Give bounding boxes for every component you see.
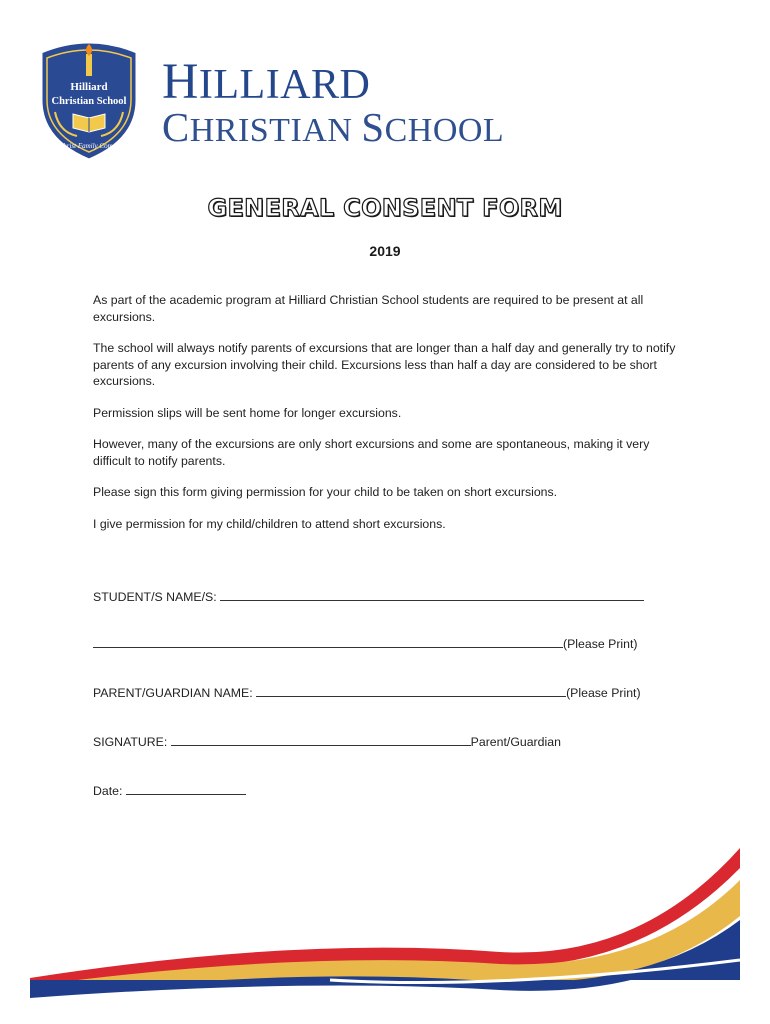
- student-name-input-line[interactable]: [220, 589, 644, 601]
- student-name-label: STUDENT/S NAME/S:: [93, 590, 217, 604]
- form-year: 2019: [369, 243, 401, 259]
- wordmark-rest-illiard: ILLIARD: [198, 62, 371, 108]
- signature-label: SIGNATURE:: [93, 735, 168, 749]
- parent-name-field: [93, 685, 641, 700]
- wordmark-line1: [162, 53, 504, 109]
- crest-motto: For Christ Family Community: [46, 142, 132, 150]
- date-label: Date:: [93, 784, 123, 798]
- parent-name-input-line[interactable]: [256, 685, 566, 697]
- paragraph-notification: The school will always notify parents of excursions that are longer than a half day and generally try to notify parents of any excursion involving their child. Excursions less than half a day are considered to be short excursions.: [93, 341, 676, 388]
- form-title: GENERAL CONSENT FORM: [207, 194, 563, 222]
- signature-role-note: Parent/Guardian: [470, 735, 561, 749]
- school-crest-logo: [33, 38, 145, 162]
- date-field: [93, 783, 246, 798]
- paragraph-permission-slips: Permission slips will be sent home for longer excursions.: [93, 405, 402, 420]
- footer-swoosh-decoration: [0, 840, 770, 1024]
- signature-input-line[interactable]: [171, 734, 471, 746]
- paragraph-sign-request: Please sign this form giving permission for your child to be taken on short excursions.: [93, 485, 558, 499]
- signature-field: [93, 734, 561, 749]
- wordmark-rest-hristian: HRISTIAN: [189, 112, 362, 150]
- date-input-line[interactable]: [126, 783, 246, 795]
- paragraph-consent-statement: I give permission for my child/children to attend short excursions.: [93, 516, 446, 531]
- crest-text-line2: Christian School: [51, 96, 127, 107]
- paragraph-attendance: As part of the academic program at Hilliard Christian School students are required to be present at all excursions.: [93, 293, 644, 324]
- wordmark-cap-c: C: [162, 105, 190, 151]
- crest-text-line1: Hilliard: [70, 81, 108, 93]
- parent-name-label: PARENT/GUARDIAN NAME:: [93, 686, 253, 700]
- wordmark-cap-h: H: [162, 53, 199, 109]
- parent-print-note: (Please Print): [566, 686, 641, 700]
- wordmark-cap-s: S: [361, 105, 385, 151]
- paragraph-spontaneous: However, many of the excursions are only short excursions and some are spontaneous, making it very difficult to notify parents.: [93, 437, 650, 468]
- school-wordmark: [162, 53, 505, 151]
- wordmark-line2: [162, 105, 505, 151]
- student-print-note: (Please Print): [563, 637, 638, 651]
- student-name-field: [93, 589, 644, 604]
- student-name-continuation-line[interactable]: [93, 636, 563, 648]
- form-body: [93, 292, 683, 547]
- student-name-continuation-field: [93, 636, 638, 651]
- wordmark-rest-chool: CHOOL: [384, 112, 505, 150]
